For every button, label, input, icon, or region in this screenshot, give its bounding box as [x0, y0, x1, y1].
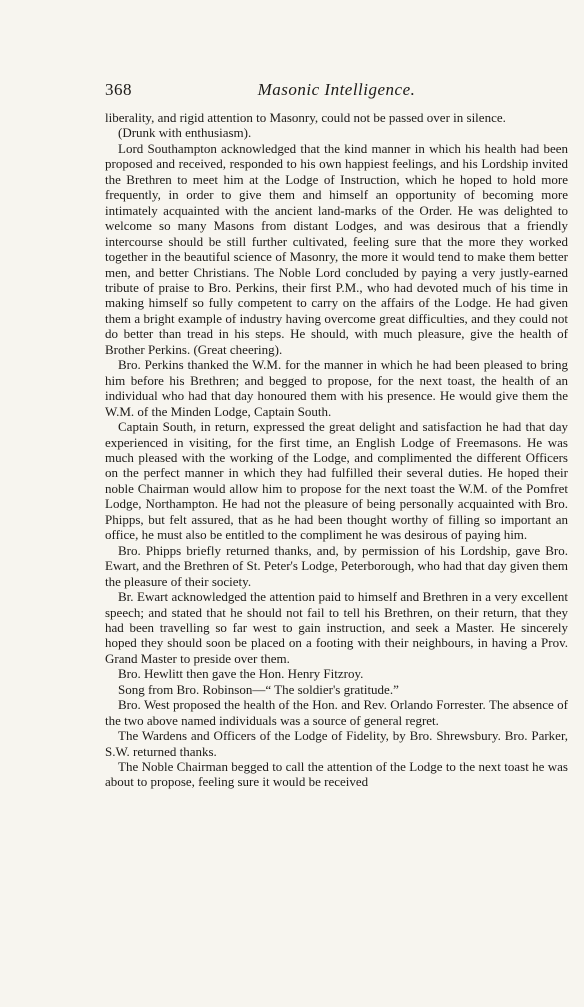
- paragraph: (Drunk with enthusiasm).: [118, 125, 252, 141]
- page-number: 368: [105, 80, 132, 99]
- paragraph: Bro. West proposed the health of the Hon. and Rev. Orlando Forrester. The absence of the two above named individuals was a source of general regret.: [105, 697, 568, 728]
- paragraph: Bro. Hewlitt then gave the Hon. Henry Fitzroy.: [118, 666, 364, 682]
- paragraph: The Wardens and Officers of the Lodge of Fidelity, by Bro. Shrewsbury. Bro. Parker, S.W. returned thanks.: [105, 728, 568, 759]
- paragraph: Bro. Perkins thanked the W.M. for the manner in which he had been pleased to bring him before his Brethren; and begged to propose, for the next toast, the health of an individual who had that day honoured them with his presence. He would give them the W.M. of the Minden Lodge, Captain South.: [105, 357, 568, 419]
- paragraph: Br. Ewart acknowledged the attention paid to himself and Brethren in a very excellent speech; and stated that he should not fail to tell his Brethren, on their return, that they had been travelling so far west to gain instruction, and seek a Master. He sincerely hoped they should soon be placed on a footing with their neighbours, in having a Prov. Grand Master to preside over them.: [105, 589, 568, 666]
- running-title: Masonic Intelligence.: [257, 80, 416, 99]
- paragraph: Lord Southampton acknowledged that the kind manner in which his health had been proposed and received, responded to his own happiest feelings, and his Lordship invited the Brethren to meet him at the Lodge of Instruction, which he hoped to hold more frequently, in order to give them and himself an opportunity of becoming more intimately acquainted with the ancient land-marks of the Order. He was delighted to welcome so many Masons from distant Lodges, and was desirous that a friendly intercourse should be still further cultivated, feeling sure that the more they worked together in the beautiful science of Masonry, the more it would tend to make them better men, and better Christians. The Noble Lord concluded by paying a very justly-earned tribute of praise to Bro. Perkins, their first P.M., who had devoted much of his time in making himself so fully competent to carry on the affairs of the Lodge. He had given them a bright example of industry having overcome great difficulties, and they could not do better than tread in his steps. He should, with much pleasure, give the health of Brother Perkins. (Great cheering).: [105, 140, 568, 357]
- paragraph: Captain South, in return, expressed the great delight and satisfaction he had that day experienced in visiting, for the first time, an English Lodge of Freemasons. He was much pleased with the working of the Lodge, and complimented the different Officers on the perfect manner in which they had fulfilled their several duties. He hoped their noble Chairman would allow him to propose for the next toast the W.M. of the Pomfret Lodge, Northampton. He had not the pleasure of being personally acquainted with Bro. Phipps, but felt assured, that as he had been thought worthy of filling so important an office, he must also be entitled to the compliment he was desirous of paying him.: [105, 419, 568, 543]
- body-text: [105, 110, 568, 790]
- paragraph: liberality, and rigid attention to Masonry, could not be passed over in silence.: [105, 110, 506, 125]
- paragraph: Song from Bro. Robinson—“ The soldier's gratitude.”: [118, 681, 399, 697]
- paragraph: Bro. Phipps briefly returned thanks, and, by permission of his Lordship, gave Bro. Ewart, and the Brethren of St. Peter's Lodge, Peterborough, who had that day given them the pleasure of their society.: [105, 542, 569, 589]
- page-header: [105, 80, 568, 102]
- paragraph: The Noble Chairman begged to call the attention of the Lodge to the next toast he was about to propose, feeling sure it would be received: [105, 759, 568, 790]
